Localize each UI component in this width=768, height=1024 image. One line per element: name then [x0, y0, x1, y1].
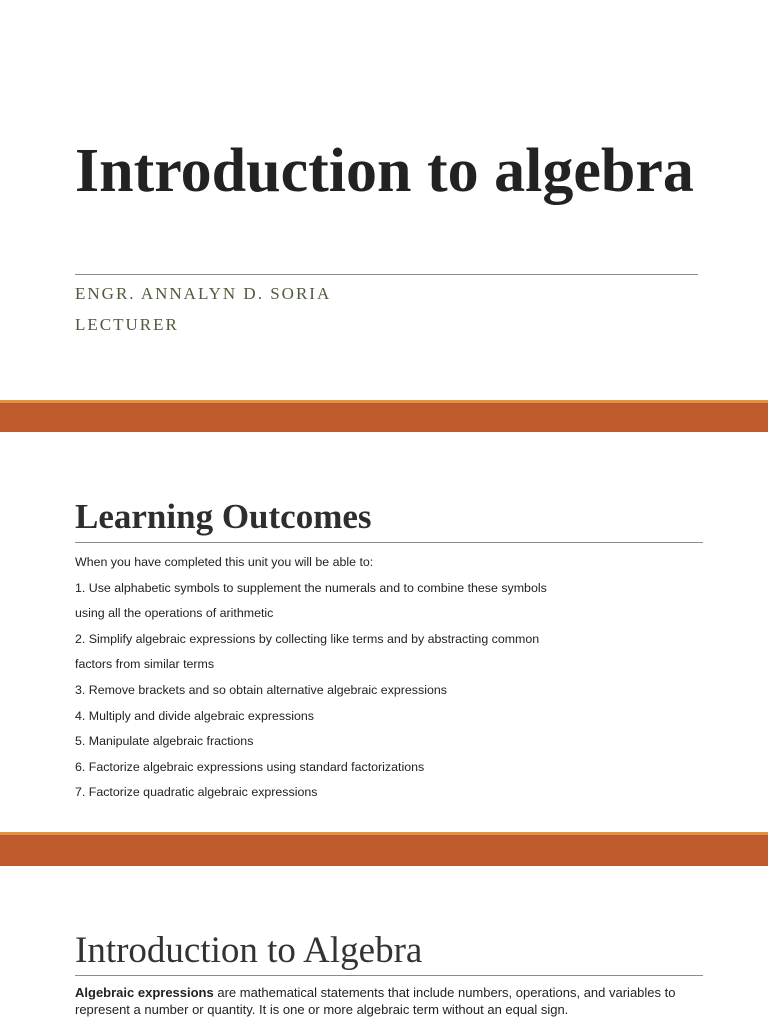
defined-term: Algebraic expressions	[75, 985, 214, 1000]
outcome-item: using all the operations of arithmetic	[75, 606, 274, 621]
definition-paragraph	[75, 984, 705, 1018]
definition-text: are mathematical statements that include numbers, operations, and variables to represent a number or quantity. It is one or more algebraic term without an equal sign.	[75, 985, 676, 1017]
outcomes-list	[75, 550, 675, 806]
slide-divider	[0, 832, 768, 866]
title-rule	[75, 274, 698, 275]
title-rule	[75, 975, 703, 976]
outcome-item: 2. Simplify algebraic expressions by collecting like terms and by abstracting common	[75, 631, 540, 646]
author-name: ENGR. ANNALYN D. SORIA	[75, 284, 332, 303]
introduction-slide	[0, 866, 768, 1024]
divider-highlight	[0, 832, 768, 835]
outcomes-intro: When you have completed this unit you will be able to:	[75, 555, 374, 569]
outcome-item: 1. Use alphabetic symbols to supplement the numerals and to combine these symbols	[75, 580, 547, 595]
outcome-item: 4. Multiply and divide algebraic expressions	[75, 708, 314, 723]
outcome-item: 5. Manipulate algebraic fractions	[75, 734, 254, 749]
outcome-item: 3. Remove brackets and so obtain alternative algebraic expressions	[75, 682, 447, 697]
title-slide	[0, 0, 768, 400]
presentation-title: Introduction to algebra	[75, 137, 694, 205]
slide-title: Learning Outcomes	[75, 497, 372, 536]
learning-outcomes-slide	[0, 432, 768, 832]
title-rule	[75, 542, 703, 543]
outcome-item: 6. Factorize algebraic expressions using standard factorizations	[75, 759, 425, 774]
divider-highlight	[0, 400, 768, 403]
slide-divider	[0, 400, 768, 434]
outcome-item: factors from similar terms	[75, 657, 215, 672]
author-role: LECTURER	[75, 315, 179, 334]
slide-title: Introduction to Algebra	[75, 930, 423, 971]
outcome-item: 7. Factorize quadratic algebraic expressions	[75, 785, 318, 800]
